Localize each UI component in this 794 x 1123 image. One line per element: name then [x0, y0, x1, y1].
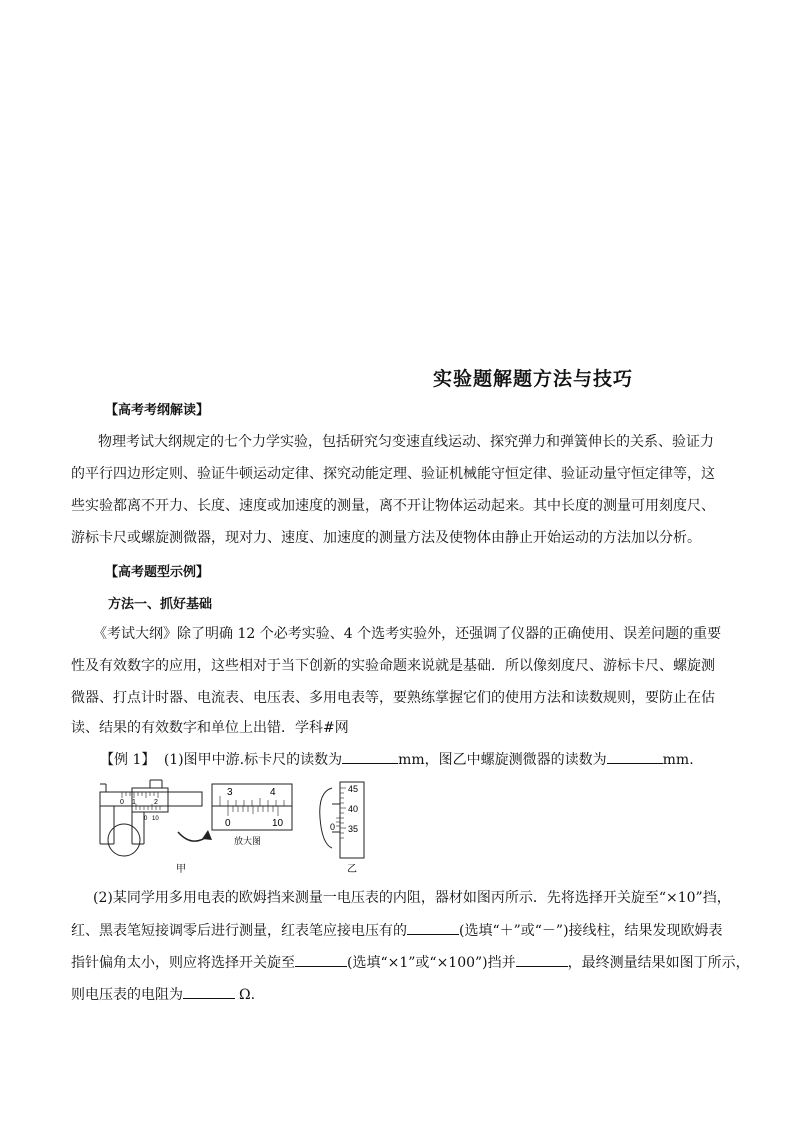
magnified-main-tick-3: 3	[227, 787, 233, 798]
figure-label-jia: 甲	[176, 864, 186, 875]
q2-line-1: (2)某同学用多用电表的欧姆挡来测量一电压表的内阻，器材如图丙所示．先将选择开关旋至“×10”挡，	[93, 890, 731, 906]
example1-question1	[100, 750, 694, 769]
section-heading-syllabus: 【高考考纲解读】	[105, 403, 210, 418]
basics-line-2: 性及有效数字的应用，这些相对于当下创新的实验命题来说就是基础．所以像刻度尺、游标卡尺、螺旋测	[71, 658, 715, 674]
page-title: 实验题解题方法与技巧	[433, 368, 634, 390]
answer-blank-terminal[interactable]	[407, 921, 459, 935]
answer-blank-micrometer[interactable]	[607, 750, 663, 764]
q2-line-3	[71, 953, 750, 972]
basics-line-1: 《考试大纲》除了明确 12 个必考实验、4 个选考实验外，还强调了仪器的正确使用、误差问题的重要	[93, 626, 722, 642]
answer-blank-step[interactable]	[516, 953, 568, 967]
basics-line-4: 读、结果的有效数字和单位上出错．学科#网	[71, 720, 349, 736]
caliper-main-tick-0: 0	[120, 799, 124, 806]
q2-text-3a: 指针偏角太小，则应将选择开关旋至	[71, 955, 295, 971]
q1-text-b: mm，图乙中螺旋测微器的读数为	[398, 752, 607, 768]
micrometer-tick-45: 45	[348, 784, 359, 794]
vernier-caliper-diagram	[100, 780, 202, 856]
q2-text-2b: (选填“＋”或“－”)接线柱，结果发现欧姆表	[459, 923, 723, 939]
caliper-main-tick-1: 1	[132, 799, 136, 806]
q2-text-3b: (选填“×1”或“×100”)挡并	[347, 955, 516, 971]
section-heading-examples: 【高考题型示例】	[105, 565, 210, 580]
magnified-main-tick-4: 4	[270, 787, 276, 798]
arrow-head-icon	[202, 830, 212, 840]
micrometer-tick-35: 35	[348, 824, 359, 834]
figure-label-yi: 乙	[347, 864, 357, 875]
q2-line-4	[71, 985, 255, 1004]
example-label: 【例 1】	[100, 752, 156, 768]
caliper-vernier-tick-0: 0	[144, 816, 148, 822]
magnified-vernier-tick-0: 0	[225, 818, 231, 829]
syllabus-line-4: 游标卡尺或螺旋测微器，现对力、速度、加速度的测量方法及使物体由静止开始运动的方法加以分析。	[71, 530, 701, 546]
q2-text-4a: 则电压表的电阻为	[71, 987, 183, 1003]
q2-text-4b: Ω.	[239, 987, 256, 1003]
magnified-label: 放大图	[234, 836, 262, 846]
micrometer-sleeve-tick-0: 0	[330, 822, 336, 832]
q1-text-a: (1)图甲中游.标卡尺的读数为	[163, 752, 343, 768]
q2-line-2	[71, 921, 723, 940]
magnify-arrow-icon	[178, 832, 208, 841]
answer-blank-caliper[interactable]	[342, 750, 398, 764]
caliper-main-tick-2: 2	[154, 799, 158, 806]
syllabus-line-3: 些实验都离不开力、长度、速度或加速度的测量，离不开让物体运动起来。其中长度的测量可用刻度尺、	[71, 498, 715, 514]
figure-caliper-micrometer	[92, 774, 382, 879]
syllabus-line-1: 物理考试大纲规定的七个力学实验，包括研究匀变速直线运动、探究弹力和弹簧伸长的关系、验证力	[98, 434, 714, 450]
q2-text-3c: ，最终测量结果如图丁所示，	[567, 955, 750, 971]
micrometer-tick-40: 40	[348, 804, 359, 814]
answer-blank-resistance[interactable]	[183, 985, 235, 999]
method-heading: 方法一、抓好基础	[108, 597, 213, 612]
syllabus-line-2: 的平行四边形定则、验证牛顿运动定律、探究动能定理、验证机械能守恒定律、验证动量守恒定律等，这	[71, 466, 715, 482]
magnified-vernier-tick-10: 10	[272, 818, 284, 829]
q1-text-c: mm.	[662, 752, 694, 768]
q2-text-2a: 红、黑表笔短接调零后进行测量，红表笔应接电压有的	[71, 923, 407, 939]
answer-blank-range[interactable]	[295, 953, 347, 967]
basics-line-3: 微器、打点计时器、电流表、电压表、多用电表等，要熟练掌握它们的使用方法和读数规则，要防止在估	[71, 690, 715, 706]
caliper-vernier-tick-10: 10	[152, 816, 159, 822]
